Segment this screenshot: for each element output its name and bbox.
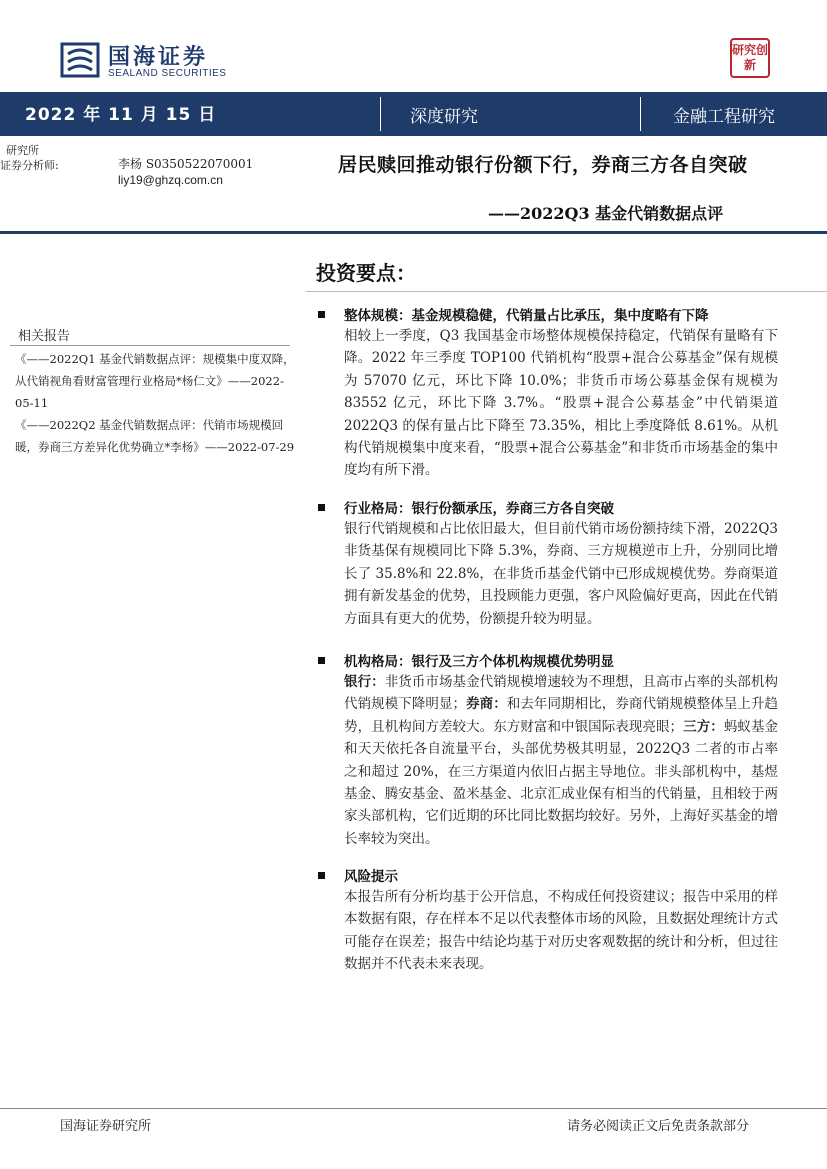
section-heading xyxy=(318,303,778,325)
logo-chinese: 国海证券 xyxy=(108,45,209,70)
text-broker: 和去年同期相比，券商代销规模整体呈上升趋势，且机构间方差较大。东方财富和中银国际表现亮眼； xyxy=(344,696,779,735)
section-title: 行业格局：银行份额承压，券商三方各自突破 xyxy=(344,501,614,517)
section-body: 银行代销规模和占比依旧最大，但目前代销市场份额持续下滑，2022Q3 非货基保有规模同比下降 5.3%，券商、三方规模逆市上升，分别同比增长了 35.8%和 22.8%，在非货币基金代销中已形成规模优势。券商渠道拥有新发基金的优势，且投顾能力更强，客户风险偏好更高，因此在代销方面具有更大的优势，份额提升较为明显。 xyxy=(344,521,778,627)
key-points-divider xyxy=(306,291,827,292)
text-third-party: 蚂蚁基金和天天依托各自流量平台，头部优势极其明显，2022Q3 二者的市占率之和超过 20%，在三方渠道内依旧占据主导地位。非头部机构中，基煜基金、腾安基金、盈米基金、北京汇成业保有相当的代销量，且相较于两家头部机构，它们近期的环比同比数据均较好。另外，上海好买基金的增长率较为突出。 xyxy=(344,718,779,847)
sealand-logo-icon xyxy=(60,40,100,80)
section-heading xyxy=(318,864,778,886)
section-body xyxy=(344,671,778,850)
report-subtitle: ——2022Q3 基金代销数据点评 xyxy=(488,204,724,223)
report-category: 金融工程研究 xyxy=(673,107,775,127)
square-bullet-icon xyxy=(318,504,325,511)
related-report-entry[interactable]: 《——2022Q1 基金代销数据点评：规模集中度双降，从代销视角看财富管理行业格局*杨仁文》——2022-05-11 xyxy=(15,352,295,410)
label-bank: 银行： xyxy=(344,674,385,690)
footer-institute: 国海证券研究所 xyxy=(60,1119,152,1134)
section-title: 整体规模：基金规模稳健，代销量占比承压，集中度略有下降 xyxy=(344,308,709,324)
report-date: 2022 年 11 月 15 日 xyxy=(25,105,217,125)
section-body: 相较上一季度，Q3 我国基金市场整体规模保持稳定，代销保有量略有下降。2022 年三季度 TOP100 代销机构“股票+混合公募基金”保有规模为 57070 亿元，环比下降 10.0%；非货币市场公募基金保有规模为 83552 亿元，环比下降 3.7%。“股票+混合公募基金”中代销渠道 2022Q3 的保有量占比下降至 73.35%，相比上季度降低 8.61%。从机构代销规模集中度来看，“股票+混合公募基金”和非货币市场基金的集中度均有所下滑。 xyxy=(344,328,778,479)
section-heading xyxy=(318,649,778,671)
square-bullet-icon xyxy=(318,872,325,879)
department: 研究所 xyxy=(6,144,39,157)
analyst-name: 李杨 S0350522070001 xyxy=(118,157,254,171)
square-bullet-icon xyxy=(318,657,325,664)
square-bullet-icon xyxy=(318,311,325,318)
label-broker: 券商： xyxy=(466,696,507,713)
section-heading xyxy=(318,496,778,518)
section-industry-pattern xyxy=(318,496,778,630)
section-title: 机构格局：银行及三方个体机构规模优势明显 xyxy=(344,654,614,670)
section-body: 本报告所有分析均基于公开信息，不构成任何投资建议；报告中采用的样本数据有限，存在样本不足以代表整体市场的风险，且数据处理统计方式可能存在误差；报告中结论均基于对历史客观数据的统计和分析，但过往数据并不代表未来表现。 xyxy=(344,889,778,973)
footer-divider xyxy=(0,1108,827,1109)
related-reports-list xyxy=(15,348,295,458)
related-reports-heading: 相关报告 xyxy=(18,329,71,344)
key-points-heading: 投资要点： xyxy=(316,261,416,285)
banner-divider xyxy=(380,97,381,131)
report-title: 居民赎回推动银行份额下行，券商三方各自突破 xyxy=(338,154,748,176)
text-bank: 非货币市场基金代销规模增速较为不理想，且高市占率的头部机构代销规模下降明显； xyxy=(344,674,779,713)
related-report-entry[interactable]: 《——2022Q2 基金代销数据点评：代销市场规模回暖，券商三方差异化优势确立*李杨》——2022-07-29 xyxy=(15,418,295,454)
analyst-role: 证券分析师: xyxy=(0,159,59,172)
related-divider xyxy=(10,345,290,346)
banner-divider xyxy=(640,97,641,131)
report-type: 深度研究 xyxy=(410,107,478,127)
section-title: 风险提示 xyxy=(344,869,398,885)
title-divider xyxy=(0,231,827,234)
label-third-party: 三方： xyxy=(683,718,724,735)
footer-disclaimer: 请务必阅读正文后免责条款部分 xyxy=(567,1119,750,1134)
logo-english: SEALAND SECURITIES xyxy=(108,68,227,79)
research-seal: 研究创新 xyxy=(730,38,770,78)
section-overall-scale xyxy=(318,303,778,482)
section-institution-pattern xyxy=(318,649,778,850)
analyst-email[interactable]: liy19@ghzq.com.cn xyxy=(118,173,223,187)
section-risk xyxy=(318,864,778,976)
